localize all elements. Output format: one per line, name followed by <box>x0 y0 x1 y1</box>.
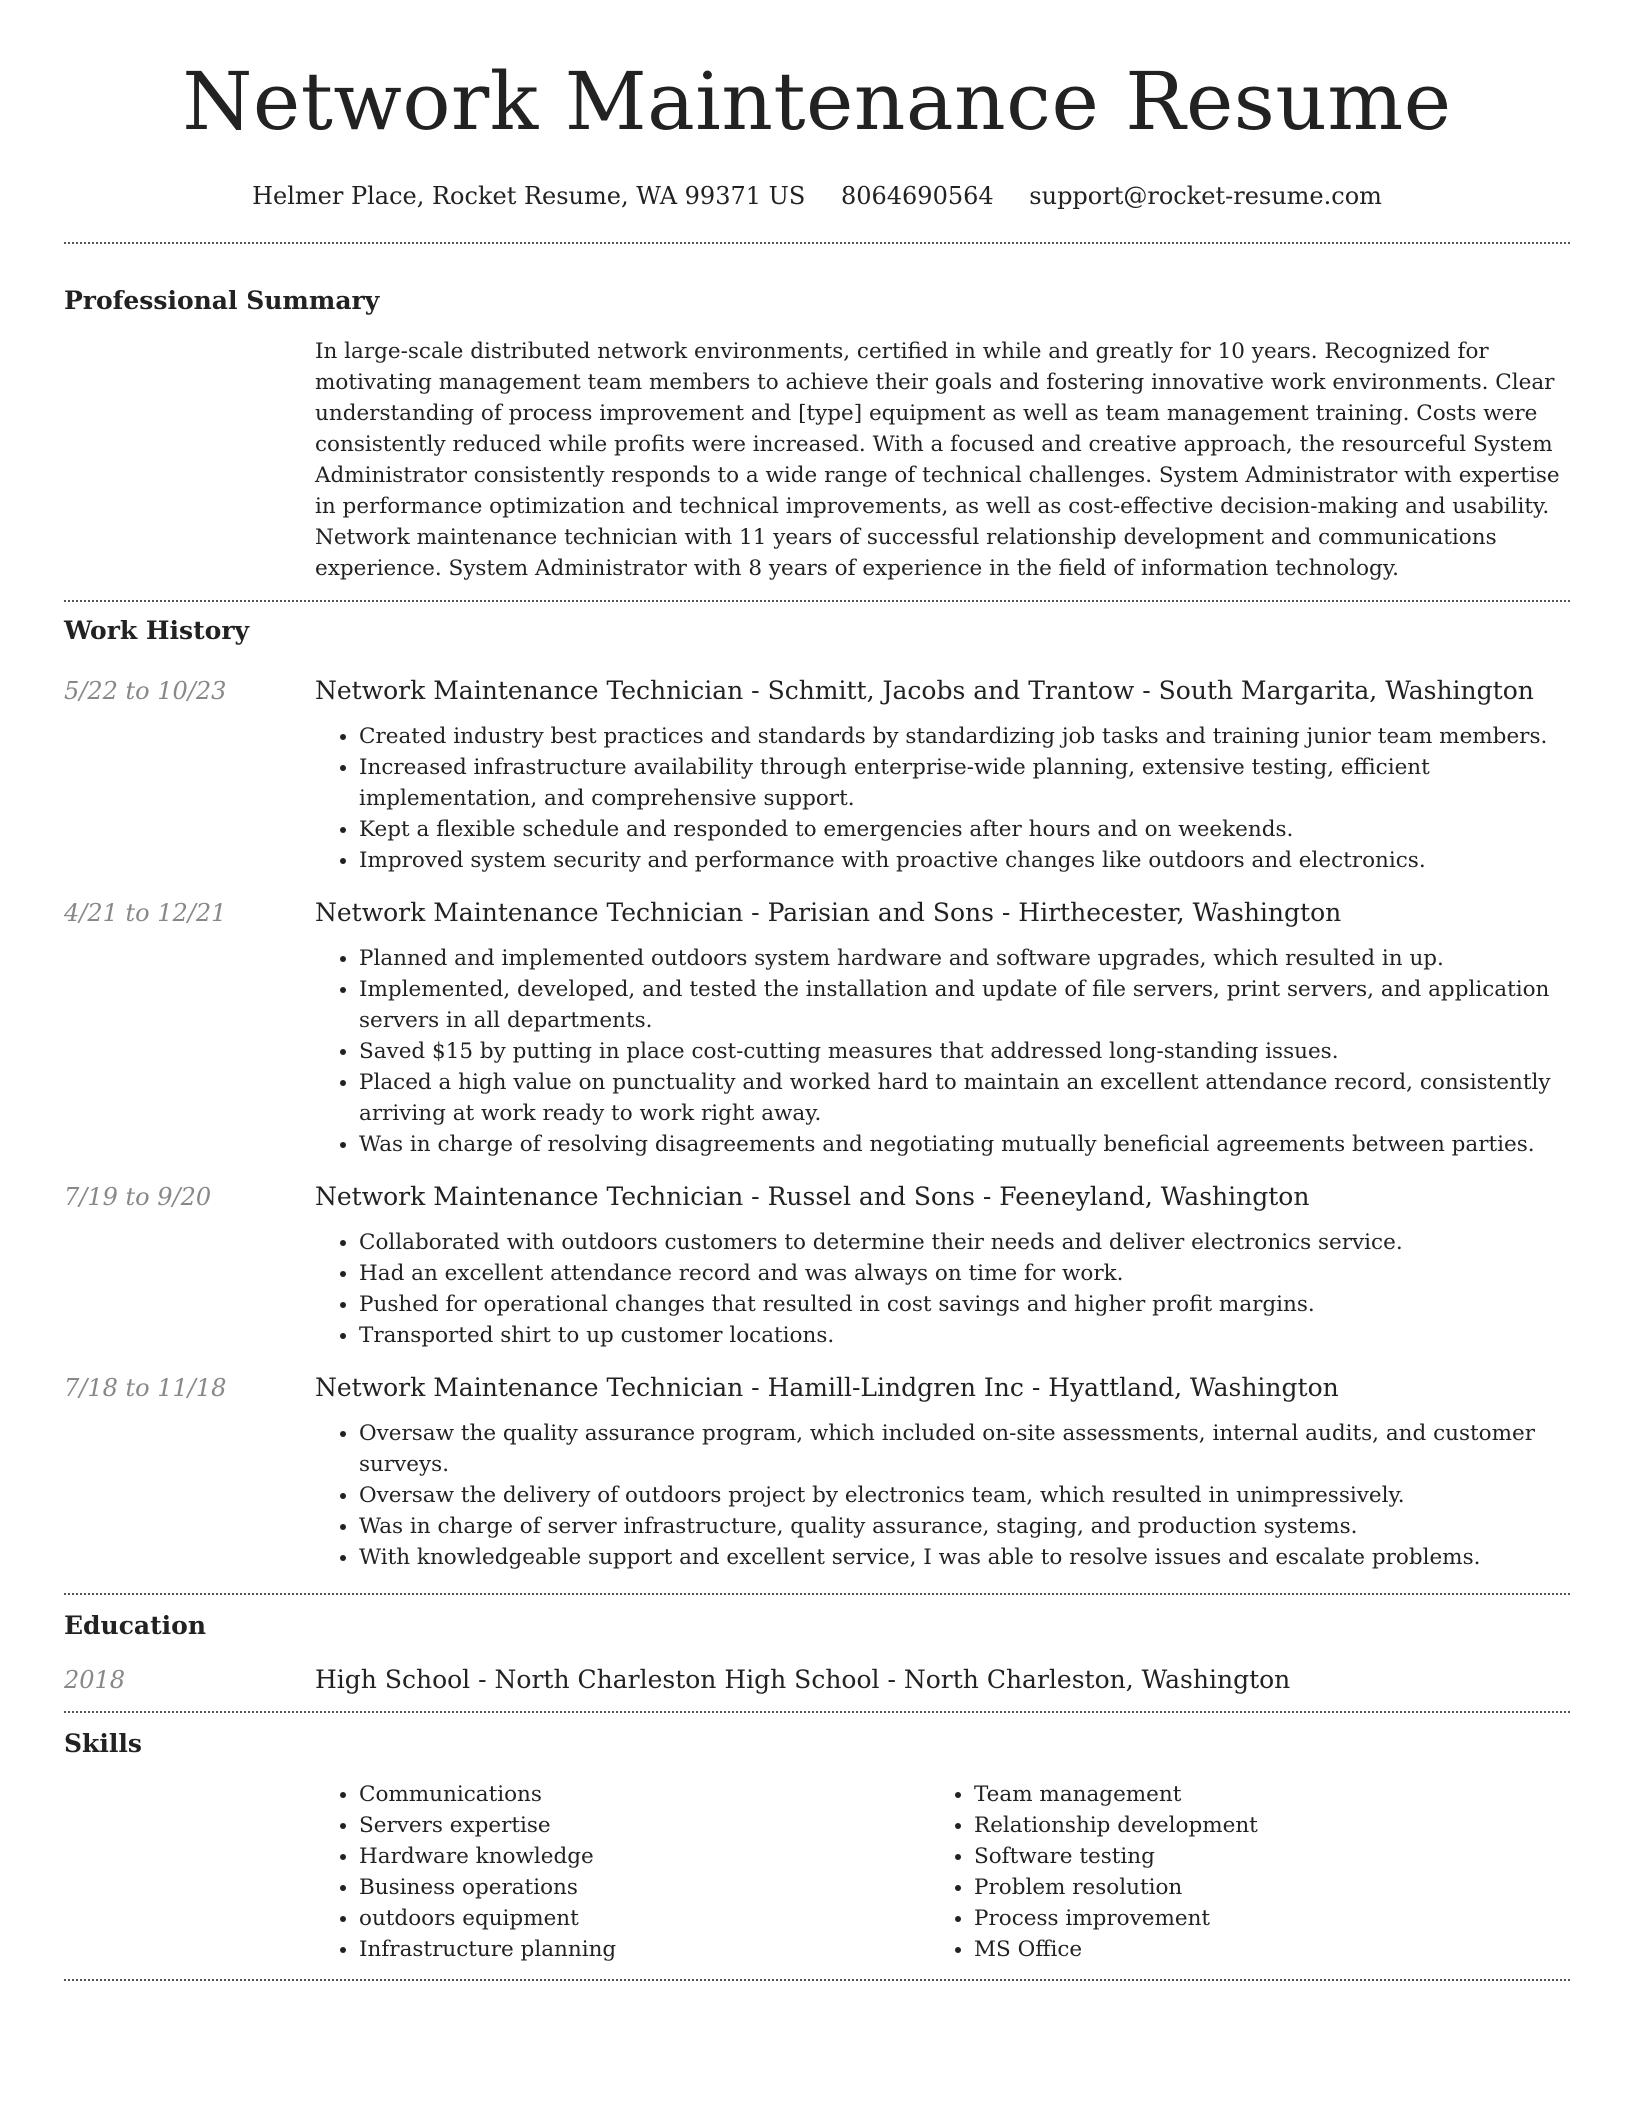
summary-section <box>64 284 1570 600</box>
job-entry <box>64 674 1570 876</box>
contact-line <box>64 180 1570 212</box>
skill-item: • Infrastructure planning <box>359 1934 974 1965</box>
job-title: Network Maintenance Technician - Schmitt, Jacobs and Trantow - South Margarita, Washington <box>315 676 1534 705</box>
education-section <box>64 1609 1570 1703</box>
skills-section <box>64 1727 1570 1979</box>
skill-item: • Team management <box>974 1779 1544 1810</box>
work-history-section <box>64 614 1570 1573</box>
divider <box>64 1979 1570 1981</box>
job-title: Network Maintenance Technician - Hamill-Lindgren Inc - Hyattland, Washington <box>315 1373 1339 1402</box>
skill-item: • Servers expertise <box>359 1810 974 1841</box>
job-bullet: • With knowledgeable support and excellent service, I was able to resolve issues and escalate problems. <box>359 1542 1570 1573</box>
job-bullet: • Improved system security and performance with proactive changes like outdoors and electronics. <box>359 845 1570 876</box>
resume-page <box>64 0 1570 1981</box>
job-entry <box>64 1180 1570 1351</box>
skills-list-right <box>974 1779 1544 1965</box>
education-dates: 2018 <box>64 1666 126 1694</box>
skill-item: • Problem resolution <box>974 1872 1544 1903</box>
job-bullet: • Placed a high value on punctuality and worked hard to maintain an excellent attendance record, consistently arriving at work ready to work right away. <box>359 1067 1570 1129</box>
education-title: High School - North Charleston High School - North Charleston, Washington <box>315 1665 1291 1694</box>
skill-item: • outdoors equipment <box>359 1903 974 1934</box>
job-title: Network Maintenance Technician - Parisian and Sons - Hirthecester, Washington <box>315 898 1342 927</box>
job-bullets <box>359 721 1570 876</box>
job-dates: 4/21 to 12/21 <box>64 899 227 927</box>
job-bullet: • Planned and implemented outdoors system hardware and software upgrades, which resulted in up. <box>359 943 1570 974</box>
divider <box>64 600 1570 602</box>
skill-item: • Business operations <box>359 1872 974 1903</box>
skill-item: • Hardware knowledge <box>359 1841 974 1872</box>
divider <box>64 242 1570 244</box>
skill-item: • Process improvement <box>974 1903 1544 1934</box>
divider <box>64 1711 1570 1713</box>
contact-phone: 8064690564 <box>840 182 994 210</box>
job-entry <box>64 896 1570 1160</box>
job-bullet: • Collaborated with outdoors customers to determine their needs and deliver electronics service. <box>359 1227 1570 1258</box>
section-heading-education: Education <box>64 1611 207 1640</box>
skill-item: • Software testing <box>974 1841 1544 1872</box>
job-bullets <box>359 1418 1570 1573</box>
skill-item: • Communications <box>359 1779 974 1810</box>
contact-email: support@rocket-resume.com <box>1029 182 1382 210</box>
job-bullet: • Oversaw the delivery of outdoors project by electronics team, which resulted in unimpressively. <box>359 1480 1570 1511</box>
job-bullet: • Oversaw the quality assurance program, which included on-site assessments, internal audits, and customer surveys. <box>359 1418 1570 1480</box>
job-bullets <box>359 1227 1570 1351</box>
job-bullet: • Transported shirt to up customer locations. <box>359 1320 1570 1351</box>
resume-title: Network Maintenance Resume <box>182 55 1452 148</box>
job-bullet: • Increased infrastructure availability through enterprise-wide planning, extensive testing, efficient implementation, and comprehensive support. <box>359 752 1570 814</box>
job-bullet: • Was in charge of server infrastructure, quality assurance, staging, and production systems. <box>359 1511 1570 1542</box>
job-dates: 7/19 to 9/20 <box>64 1183 212 1211</box>
job-entry <box>64 1371 1570 1573</box>
job-title: Network Maintenance Technician - Russel and Sons - Feeneyland, Washington <box>315 1182 1310 1211</box>
section-heading-work-history: Work History <box>64 616 250 645</box>
skill-item: • Relationship development <box>974 1810 1544 1841</box>
job-bullet: • Created industry best practices and standards by standardizing job tasks and training junior team members. <box>359 721 1570 752</box>
job-dates: 7/18 to 11/18 <box>64 1374 227 1402</box>
section-heading-summary: Professional Summary <box>64 286 380 315</box>
skills-columns <box>359 1779 1570 1979</box>
job-bullet: • Was in charge of resolving disagreements and negotiating mutually beneficial agreements between parties. <box>359 1129 1570 1160</box>
skills-list-left <box>359 1779 974 1965</box>
job-bullet: • Had an excellent attendance record and was always on time for work. <box>359 1258 1570 1289</box>
job-bullet: • Implemented, developed, and tested the installation and update of file servers, print servers, and application servers in all departments. <box>359 974 1570 1036</box>
job-bullet: • Saved $15 by putting in place cost-cutting measures that addressed long-standing issues. <box>359 1036 1570 1067</box>
job-bullet: • Pushed for operational changes that resulted in cost savings and higher profit margins. <box>359 1289 1570 1320</box>
job-dates: 5/22 to 10/23 <box>64 677 227 705</box>
education-entry <box>64 1663 1570 1703</box>
skill-item: • MS Office <box>974 1934 1544 1965</box>
section-heading-skills: Skills <box>64 1729 142 1758</box>
divider <box>64 1593 1570 1595</box>
job-bullets <box>359 943 1570 1160</box>
summary-text: In large-scale distributed network environments, certified in while and greatly for 10 years. Recognized for motivating management team members to achieve their goals and fostering innovative work environments. Clear understanding of process improvement and [type] equipment as well as team management training. Costs were consistently reduced while profits were increased. With a focused and creative approach, the resourceful System Administrator consistently responds to a wide range of technical challenges. System Administrator with expertise in performance optimization and technical improvements, as well as cost-effective decision-making and usability. Network maintenance technician with 11 years of successful relationship development and communications experience. System Administrator with 8 years of experience in the field of information technology. <box>315 339 1560 581</box>
contact-address: Helmer Place, Rocket Resume, WA 99371 US <box>252 182 806 210</box>
job-bullet: • Kept a flexible schedule and responded to emergencies after hours and on weekends. <box>359 814 1570 845</box>
